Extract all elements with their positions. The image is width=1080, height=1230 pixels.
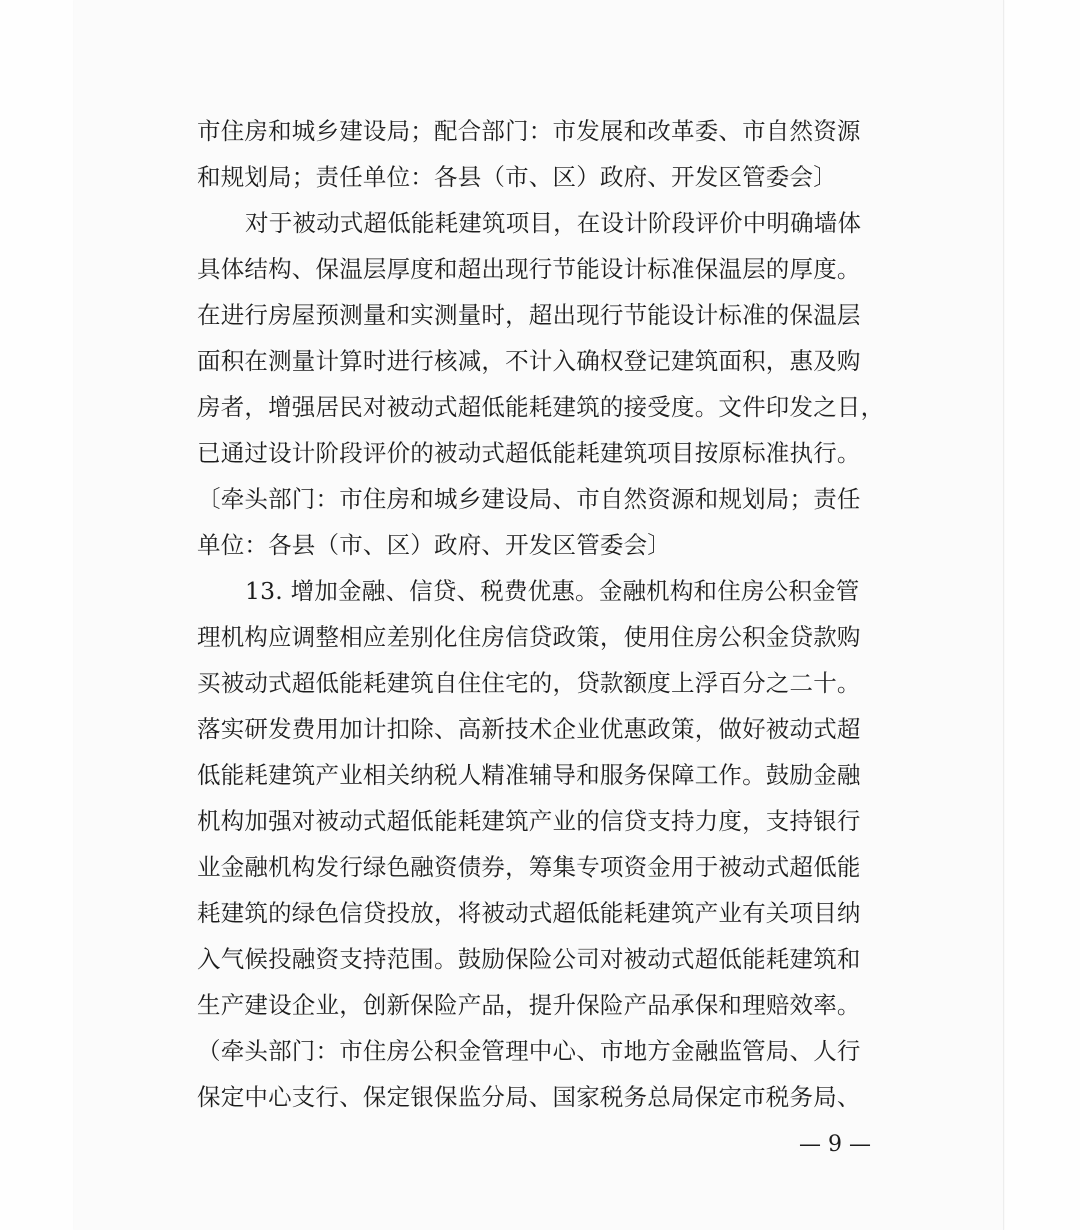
text-line-5: 在进行房屋预测量和实测量时，超出现行节能设计标准的保温层 — [197, 301, 861, 329]
text-line-18: 耗建筑的绿色信贷投放，将被动式超低能耗建筑产业有关项目纳 — [197, 899, 861, 927]
text-line-20: 生产建设企业，创新保险产品，提升保险产品承保和理赔效率。 — [197, 991, 861, 1019]
text-line-11: 13. 增加金融、信贷、税费优惠。金融机构和住房公积金管 — [245, 577, 860, 605]
text-line-7: 房者，增强居民对被动式超低能耗建筑的接受度。文件印发之日， — [197, 393, 885, 421]
text-line-16: 机构加强对被动式超低能耗建筑产业的信贷支持力度，支持银行 — [197, 807, 861, 835]
text-line-15: 低能耗建筑产业相关纳税人精准辅导和服务保障工作。鼓励金融 — [197, 761, 861, 789]
text-line-17: 业金融机构发行绿色融资债券，筹集专项资金用于被动式超低能 — [197, 853, 861, 881]
text-line-22: 保定中心支行、保定银保监分局、国家税务总局保定市税务局、 — [197, 1083, 861, 1111]
text-line-8: 已通过设计阶段评价的被动式超低能耗建筑项目按原标准执行。 — [197, 439, 861, 467]
text-line-1: 市住房和城乡建设局；配合部门：市发展和改革委、市自然资源 — [197, 117, 861, 145]
text-line-2: 和规划局；责任单位：各县（市、区）政府、开发区管委会〕 — [197, 163, 837, 191]
page-edge — [1003, 0, 1004, 1230]
page-number: — 9 — — [799, 1132, 871, 1157]
text-line-12: 理机构应调整相应差别化住房信贷政策，使用住房公积金贷款购 — [197, 623, 861, 651]
text-line-19: 入气候投融资支持范围。鼓励保险公司对被动式超低能耗建筑和 — [197, 945, 861, 973]
text-line-13: 买被动式超低能耗建筑自住住宅的，贷款额度上浮百分之二十。 — [197, 669, 861, 697]
text-line-6: 面积在测量计算时进行核减，不计入确权登记建筑面积，惠及购 — [197, 347, 861, 375]
text-line-9: 〔牵头部门：市住房和城乡建设局、市自然资源和规划局；责任 — [197, 485, 861, 513]
text-line-14: 落实研发费用加计扣除、高新技术企业优惠政策，做好被动式超 — [197, 715, 861, 743]
text-line-4: 具体结构、保温层厚度和超出现行节能设计标准保温层的厚度。 — [197, 255, 861, 283]
text-line-10: 单位：各县（市、区）政府、开发区管委会〕 — [197, 531, 671, 559]
text-line-3: 对于被动式超低能耗建筑项目，在设计阶段评价中明确墙体 — [245, 209, 862, 237]
text-line-21: （牵头部门：市住房公积金管理中心、市地方金融监管局、人行 — [197, 1037, 861, 1065]
